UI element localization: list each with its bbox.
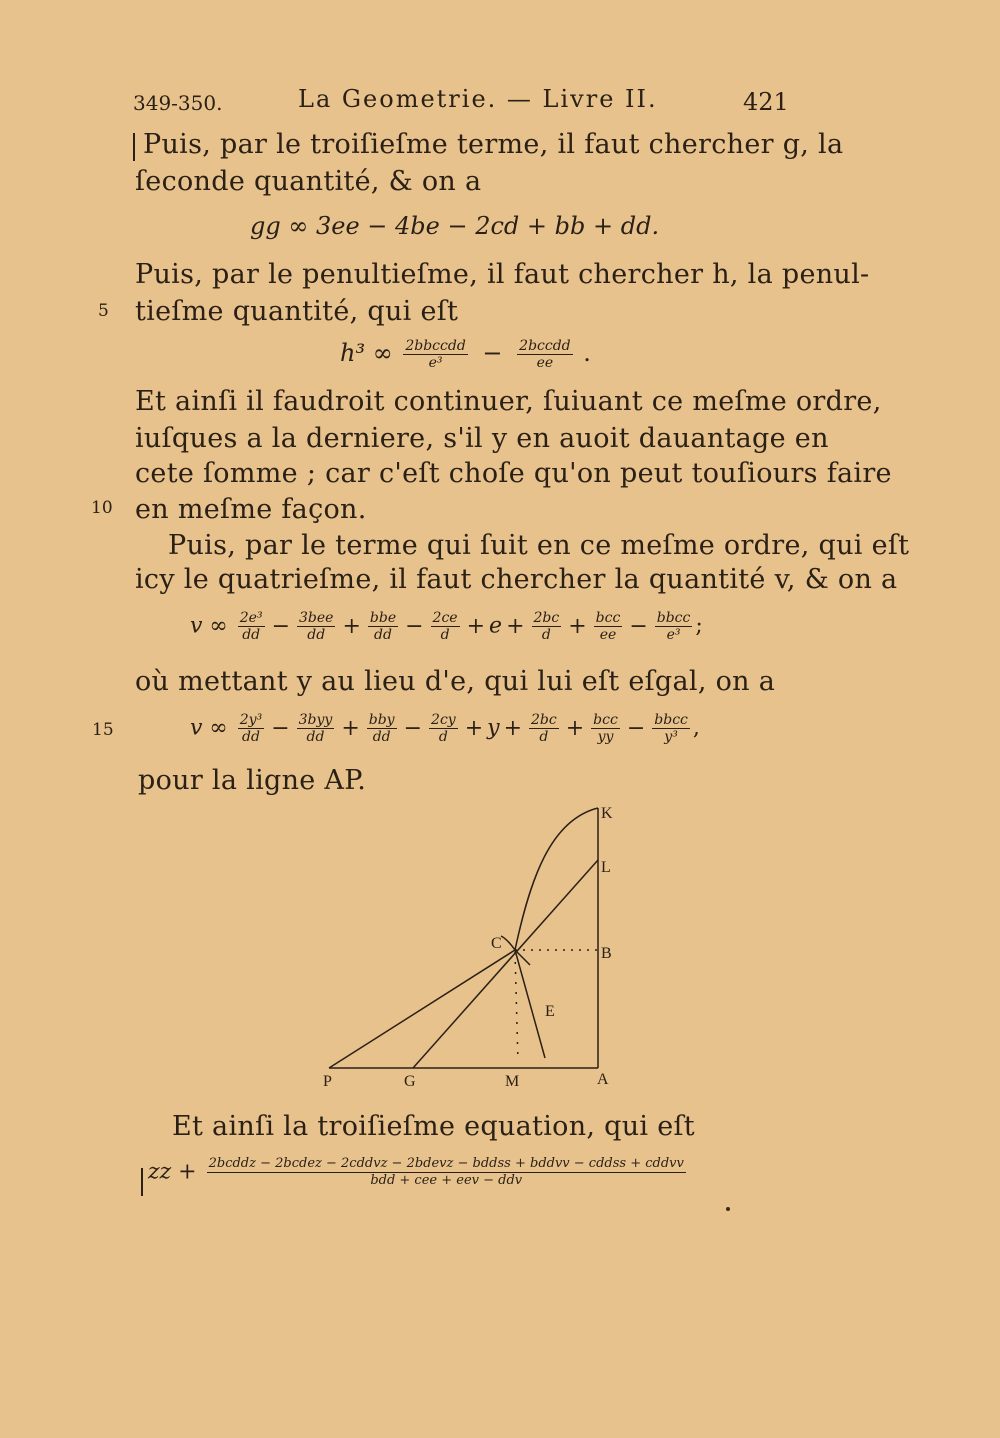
operator: − [629,613,648,639]
denominator: d [440,627,450,643]
geometric-figure [315,800,635,1100]
eq-lhs: v ∞ [190,715,228,741]
running-title: La Geometrie. — Livre II. [298,85,658,113]
equation-zz [148,1156,689,1189]
numerator: 2bc [531,712,557,728]
line-GL [413,860,598,1068]
fraction [594,610,623,643]
numerator: 2cy [431,712,456,728]
punctuation: ; [695,613,703,639]
operator: − [271,715,290,741]
curve-CK [515,808,598,950]
denominator: ee [599,627,617,643]
numerator: bbcc [656,610,691,626]
label-G: G [404,1073,416,1090]
numerator: 2ce [432,610,458,626]
label-C: C [491,935,502,952]
fraction [297,610,335,643]
label-B: B [601,945,612,962]
numerator: 2e³ [239,610,263,626]
text-line: ſeconde quantité, & on a [135,166,482,197]
fraction [591,712,620,745]
line-number-10: 10 [91,498,113,518]
denominator: y³ [664,729,678,745]
fraction [238,610,265,643]
denominator: dd [374,627,392,643]
numerator: bcc [595,610,621,626]
term: y [487,715,500,741]
denominator: dd [372,729,391,745]
text-line: Et ainſi la troiſieſme equation, qui eſt [172,1111,695,1142]
operator: + [464,715,484,741]
denominator: dd [306,729,325,745]
label-P: P [323,1073,332,1090]
numerator: bbcc [654,712,688,728]
header-section-ref: 349-350. [133,91,223,115]
operator: + [565,715,585,741]
fraction [297,712,335,745]
text-line: pour la ligne AP. [138,765,367,796]
numerator: 3bee [299,610,334,626]
line-CE [515,950,545,1058]
equation-g: gg ∞ 3ee − 4be − 2cd + bb + dd. [250,212,660,240]
operator: + [342,613,361,639]
line-number-5: 5 [98,301,109,321]
equation-v-in-e [190,610,703,643]
fraction: $\frac{\text{2bbccdd}}{\text{e³}}$ [405,338,466,371]
numerator: bcc [593,712,618,728]
eq-lhs: zz + [148,1159,197,1185]
denominator: d [539,729,549,745]
text-line: tieſme quantité, qui eſt [135,296,459,327]
denominator: d [438,729,448,745]
fraction [655,610,693,643]
operator: + [568,613,587,639]
fraction: 2bcddz − 2bcdez − 2cddvz − 2bdevz − bddss + bddvv − cddss + cddvv bdd + cee + eev − ddv [208,1156,684,1188]
text-line: cete ſomme ; car c'eſt choſe qu'on peut touſiours faire [135,458,892,489]
text-line: Puis, par le penultieſme, il faut chercher h, la penul- [135,259,870,290]
operator: − [626,715,646,741]
label-E: E [545,1003,555,1020]
fraction [529,712,559,745]
operator: − [403,715,423,741]
numerator: 2y³ [239,712,263,728]
fraction [532,610,562,643]
text-line: Et ainſi il faudroit continuer, ſuiuant ce meſme ordre, [135,386,882,417]
operator: + [466,613,486,639]
operator: + [503,715,523,741]
fraction [367,712,397,745]
label-K: K [601,805,613,822]
numerator: bbe [369,610,397,626]
operator: − [405,613,424,639]
curve-C-left [501,936,515,950]
eq-lhs: h³ ∞ [340,339,393,367]
fraction [368,610,398,643]
numerator: bby [368,712,395,728]
label-M: M [505,1073,520,1090]
margin-mark-bottom [141,1168,143,1196]
numerator: 3byy [298,712,333,728]
punctuation: , [692,715,700,741]
label-A: A [597,1071,609,1088]
denominator: d [541,627,551,643]
fraction [652,712,690,745]
text-line: Puis, par le troiſieſme terme, il faut chercher g, la [143,129,844,160]
line-PC [329,950,515,1068]
denominator: dd [307,627,326,643]
term: e [489,613,503,639]
fraction [431,610,460,643]
operator: + [506,613,525,639]
eq-lhs: v ∞ [190,613,228,639]
text-line: Puis, par le terme qui ſuit en ce meſme ordre, qui eſt [168,530,910,561]
fraction: $\frac{\text{2bccdd}}{ee}$ [519,338,571,371]
denominator: yy [597,729,614,745]
numerator: 2bc [533,610,560,626]
text-line: icy le quatrieſme, il faut chercher la quantité v, & on a [135,564,898,595]
page-number: 421 [743,88,789,116]
text-line: en meſme façon. [135,494,367,525]
line-number-15: 15 [92,720,114,740]
label-L: L [601,859,611,876]
operator: + [341,715,360,741]
equation-h: h³ ∞ $\frac{\text{2bbccdd}}{\text{e³}}$ − $\frac{\text{2bccdd}}{ee}$ . [340,338,591,371]
denominator: dd [242,627,261,643]
denominator: e³ [666,627,681,643]
fraction [429,712,458,745]
line-CM [515,952,518,1062]
fraction [238,712,264,745]
operator: − [271,613,290,639]
ink-dot [726,1207,730,1211]
text-line: iuſques a la derniere, s'il y en auoit dauantage en [135,423,829,454]
margin-mark-top [133,133,135,161]
text-line: où mettant y au lieu d'e, qui lui eſt eſgal, on a [135,666,776,697]
denominator: dd [242,729,260,745]
equation-v-in-y [190,712,700,745]
